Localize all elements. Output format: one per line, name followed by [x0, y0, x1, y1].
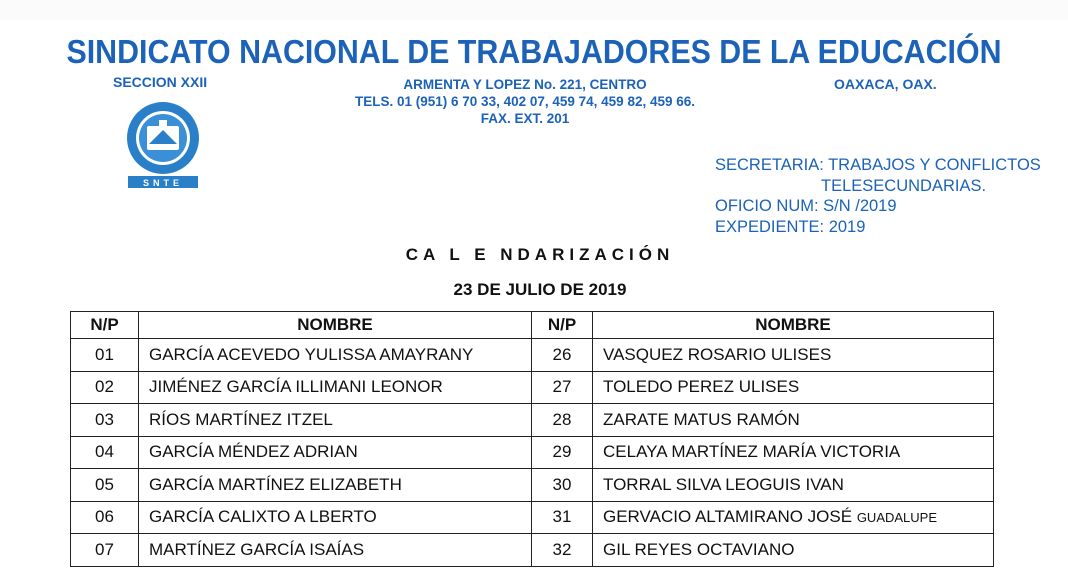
row-number: 07	[71, 534, 139, 567]
row-number: 02	[71, 371, 139, 404]
fax-line: FAX. EXT. 201	[480, 111, 570, 126]
row-number: 31	[532, 501, 593, 534]
header-nombre: NOMBRE	[139, 312, 532, 339]
address-line: ARMENTA Y LOPEZ No. 221, CENTRO	[403, 77, 647, 92]
person-name-text: CELAYA MARTÍNEZ MARÍA VICTORIA	[603, 442, 901, 462]
person-name-text: VASQUEZ ROSARIO ULISES	[603, 344, 832, 364]
office-block	[715, 155, 1041, 237]
row-number: 29	[532, 436, 593, 469]
oficio-number: OFICIO NUM: S/N /2019	[715, 197, 897, 215]
table-row	[71, 436, 994, 469]
address-block	[315, 76, 735, 127]
table-row	[71, 404, 994, 437]
person-name: GARCÍA MARTÍNEZ ELIZABETH	[139, 469, 532, 502]
table-row	[71, 501, 994, 534]
logo-text: SNTE	[142, 178, 184, 188]
header-np: N/P	[532, 312, 593, 339]
document-date: 23 DE JULIO DE 2019	[453, 280, 627, 299]
row-number: 30	[532, 469, 593, 502]
person-name	[593, 534, 994, 567]
person-name-text: GIL REYES OCTAVIANO	[603, 539, 795, 559]
row-number: 01	[71, 339, 139, 372]
person-name-text: TORRAL SILVA LEOGUIS IVAN	[603, 474, 844, 494]
snte-logo	[122, 98, 204, 190]
expediente-number: EXPEDIENTE: 2019	[715, 217, 866, 236]
table-row	[71, 469, 994, 502]
header-np: N/P	[71, 312, 139, 339]
scan-border	[0, 0, 1068, 20]
person-name: GARCÍA CALIXTO A LBERTO	[139, 501, 532, 534]
table-header-row	[71, 312, 994, 339]
person-name	[593, 371, 994, 404]
person-name: MARTÍNEZ GARCÍA ISAÍAS	[139, 534, 532, 567]
row-number: 05	[71, 469, 139, 502]
person-name: JIMÉNEZ GARCÍA ILLIMANI LEONOR	[139, 371, 532, 404]
row-number: 03	[71, 404, 139, 437]
phones-line: TELS. 01 (951) 6 70 33, 402 07, 459 74, 459 82, 459 66.	[355, 94, 695, 109]
person-name	[593, 436, 994, 469]
document-title: CA L E NDARIZACIÓN	[405, 245, 675, 264]
person-name: GARCÍA MÉNDEZ ADRIAN	[139, 436, 532, 469]
city-label: OAXACA, OAX.	[834, 76, 937, 92]
person-name-extra: GUADALUPE	[856, 510, 938, 526]
row-number: 04	[71, 436, 139, 469]
table-row	[71, 534, 994, 567]
person-name	[593, 501, 994, 534]
row-number: 27	[532, 371, 593, 404]
row-number: 32	[532, 534, 593, 567]
person-name: RÍOS MARTÍNEZ ITZEL	[139, 404, 532, 437]
person-name: GARCÍA ACEVEDO YULISSA AMAYRANY	[139, 339, 532, 372]
union-title: SINDICATO NACIONAL DE TRABAJADORES DE LA EDUCACIÓN	[66, 33, 1002, 70]
person-name	[593, 339, 994, 372]
row-number: 28	[532, 404, 593, 437]
table-row	[71, 371, 994, 404]
secretaria-line: SECRETARIA: TRABAJOS Y CONFLICTOS	[715, 156, 1041, 174]
section-label: SECCION XXII	[113, 74, 208, 90]
header-nombre: NOMBRE	[593, 312, 994, 339]
row-number: 06	[71, 501, 139, 534]
roster-table	[70, 311, 994, 567]
person-name-text: ZARATE MATUS RAMÓN	[603, 409, 800, 429]
table-row	[71, 339, 994, 372]
row-number: 26	[532, 339, 593, 372]
person-name	[593, 404, 994, 437]
person-name	[593, 469, 994, 502]
person-name-text: GERVACIO ALTAMIRANO JOSÉ	[603, 507, 853, 527]
person-name-text: TOLEDO PEREZ ULISES	[603, 377, 800, 397]
secretaria-line-2: TELESECUNDARIAS.	[821, 176, 987, 195]
